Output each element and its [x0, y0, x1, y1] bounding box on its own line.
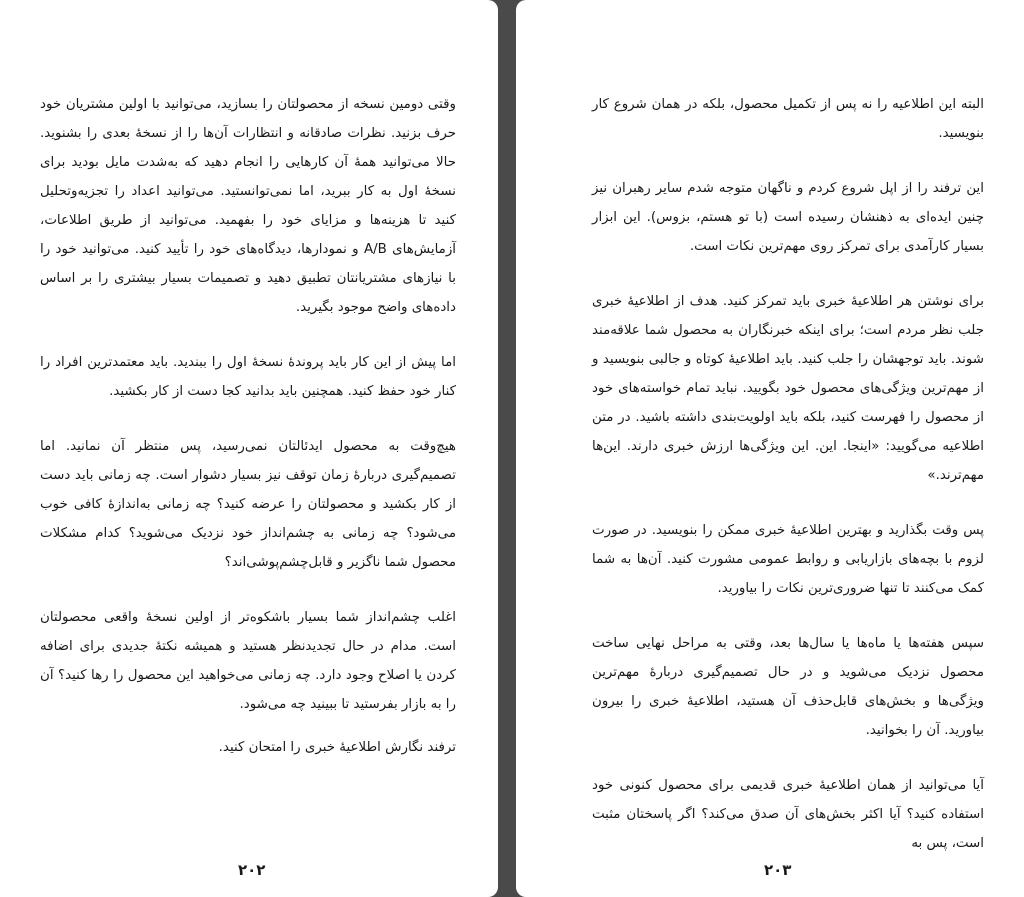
left-page-text — [40, 90, 456, 788]
page-number: ۲۰۳ — [764, 861, 792, 879]
paragraph: هیچ‌وقت به محصول ایدئالتان نمی‌رسید، پس منتظر آن نمانید. اما تصمیم‌گیری دربارهٔ زمان توقف نیز بسیار دشوار است. چه زمانی باید دست از کار بکشید و محصولتان را عرضه کنید؟ چه زمانی به‌اندازهٔ کافی خوب می‌شود؟ چه زمانی به چشم‌انداز خود نزدیک می‌شوید؟ کدام مشکلات محصول شما ناگزیر و قابل‌چشم‌پوشی‌اند؟ — [40, 439, 456, 570]
page-number: ۲۰۲ — [238, 861, 266, 879]
paragraph: برای نوشتن هر اطلاعیهٔ خبری باید تمرکز کنید. هدف از اطلاعیهٔ خبری جلب نظر مردم است؛ برای اینکه خبرنگاران به محصول شما علاقه‌مند شوند. باید توجهشان را جلب کنید. باید اطلاعیهٔ کوتاه و جالبی بنویسید و از مهم‌ترین ویژگی‌های محصول خود بگویید. نباید تمام خواسته‌های خود از محصول را فهرست کنید، بلکه باید اولویت‌بندی داشته باشید. در متن اطلاعیه می‌گویید: «اینجا. این. این ویژگی‌ها ارزش خبری دارند. این‌ها مهم‌ترند.» — [592, 294, 984, 483]
paragraph: البته این اطلاعیه را نه پس از تکمیل محصول، بلکه در همان شروع کار بنویسید. — [592, 97, 984, 141]
left-page — [0, 0, 498, 897]
paragraph: اما پیش از این کار باید پروندهٔ نسخهٔ اول را ببندید. باید معتمدترین افراد را کنار خود حفظ کنید. همچنین باید بدانید کجا دست از کار بکشید. — [40, 355, 456, 399]
paragraph: آیا می‌توانید از همان اطلاعیهٔ خبری قدیمی برای محصول کنونی خود استفاده کنید؟ آیا اکثر بخش‌های آن صدق می‌کند؟ اگر پاسختان مثبت است، پس به — [592, 778, 984, 851]
paragraph: این ترفند را از اپل شروع کردم و ناگهان متوجه شدم سایر رهبران نیز چنین ایده‌ای به ذهنشان رسیده است (با تو هستم، بزوس). این ابزار بسیار کارآمدی برای تمرکز روی مهم‌ترین نکات است. — [592, 181, 984, 254]
paragraph: پس وقت بگذارید و بهترین اطلاعیهٔ خبری ممکن را بنویسید. در صورت لزوم با بچه‌های بازاریابی و روابط عمومی مشورت کنید. آن‌ها به شما کمک می‌کنند تا تنها ضروری‌ترین نکات را بیاورید. — [592, 523, 984, 596]
paragraph: وقتی دومین نسخه از محصولتان را بسازید، می‌توانید با اولین مشتریان خود حرف بزنید. نظرات صادقانه و انتظارات آن‌ها را از نسخهٔ بعدی را بشنوید. حالا می‌توانید همهٔ آن کارهایی را انجام دهید که به‌شدت مایل بودید برای نسخهٔ اول به کار ببرید، اما نمی‌توانستید. می‌توانید اعداد را تجزیه‌وتحلیل کنید تا هزینه‌ها و مزایای خود را بفهمید. می‌توانید از طریق اطلاعات، آزمایش‌های A/B و نمودارها، دیدگاه‌های خود را تأیید کنید. می‌توانید خود را با نیازهای مشتریانتان تطبیق دهید و تصمیمات بسیار بیشتری را بر اساس داده‌های واضح موجود بگیرید. — [40, 97, 457, 315]
right-page-text — [592, 90, 984, 884]
paragraph: ترفند نگارش اطلاعیهٔ خبری را امتحان کنید. — [218, 740, 456, 755]
paragraph: سپس هفته‌ها یا ماه‌ها یا سال‌ها بعد، وقتی به مراحل نهایی ساخت محصول نزدیک می‌شوید و در حال تصمیم‌گیری دربارهٔ مهم‌ترین ویژگی‌ها و بخش‌های قابل‌حذف آن هستید، اطلاعیهٔ خبری را بیرون بیاورید. آن را بخوانید. — [592, 636, 984, 738]
paragraph: اغلب چشم‌انداز شما بسیار باشکوه‌تر از اولین نسخهٔ واقعی محصولتان است. مدام در حال تجدیدنظر هستید و همیشه نکتهٔ جدیدی برای اضافه کردن یا اصلاح وجود دارد. چه زمانی می‌خواهید این محصول را رها کنید؟ آن را به بازار بفرستید تا ببینید چه می‌شود. — [40, 610, 456, 712]
right-page — [516, 0, 1024, 897]
